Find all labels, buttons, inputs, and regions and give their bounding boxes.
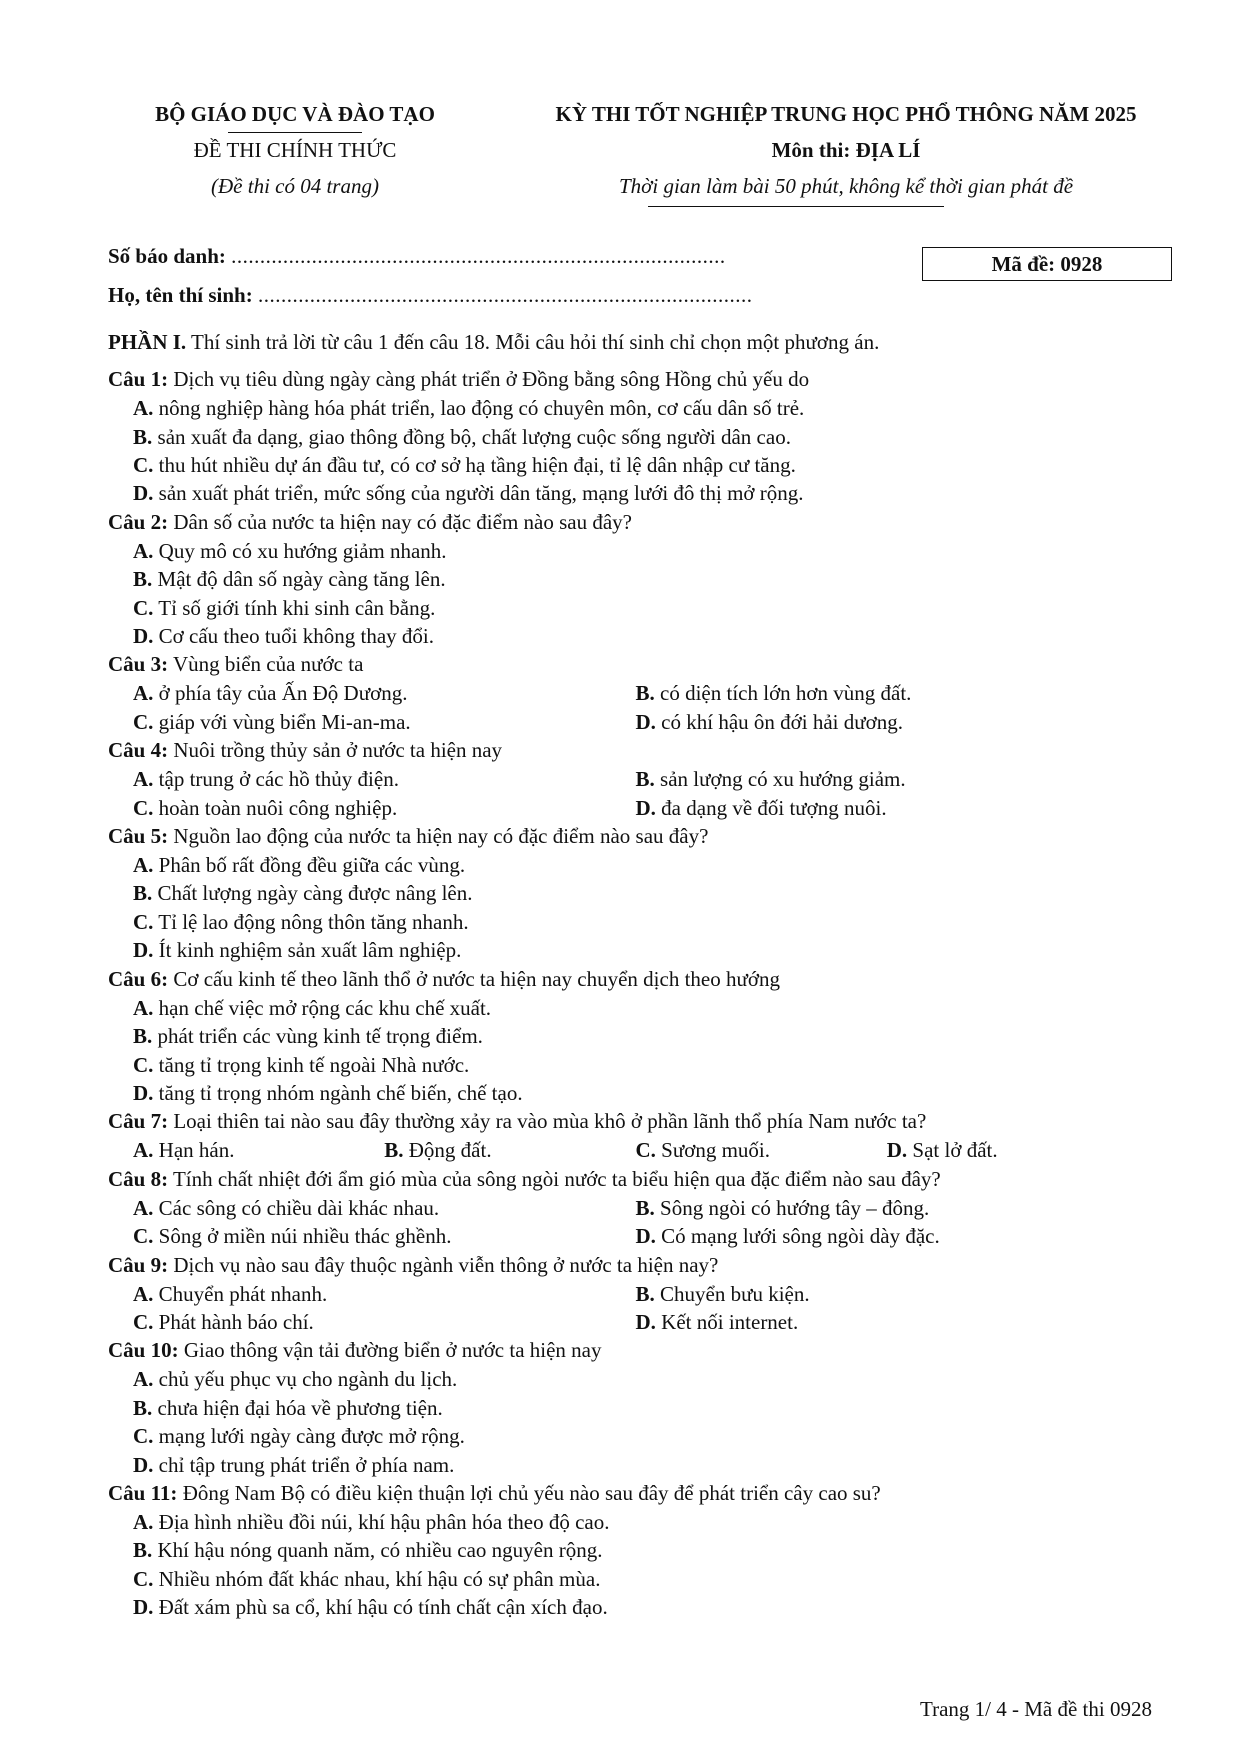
option-label: A.	[133, 681, 154, 706]
option-text: mạng lưới ngày càng được mở rộng.	[153, 1424, 465, 1449]
option-text: tăng tỉ trọng nhóm ngành chế biến, chế tạo.	[153, 1080, 523, 1105]
option-b	[636, 1194, 1139, 1222]
option-row	[108, 1194, 1138, 1222]
option-d	[887, 1136, 1138, 1164]
option-text: chưa hiện đại hóa về phương tiện.	[152, 1395, 443, 1420]
option-text: Cơ cấu theo tuổi không thay đổi.	[153, 624, 434, 649]
question-stem	[108, 1479, 1138, 1508]
option-label: C.	[133, 1424, 154, 1449]
question-stem	[108, 1251, 1138, 1280]
option-text: sản lượng có xu hướng giảm.	[654, 767, 906, 792]
option-label: D.	[133, 481, 154, 506]
option-a	[108, 851, 1138, 879]
question-number: Câu 3:	[108, 652, 169, 677]
question-stem	[108, 822, 1138, 851]
option-text: Khí hậu nóng quanh năm, có nhiều cao nguyên rộng.	[152, 1538, 603, 1563]
option-label: D.	[133, 1080, 154, 1105]
option-label: C.	[133, 453, 154, 477]
option-a	[108, 1365, 1138, 1393]
question-text: Nguồn lao động của nước ta hiện nay có đặc điểm nào sau đây?	[168, 824, 709, 849]
option-row	[108, 1280, 1138, 1308]
option-d	[108, 622, 1138, 650]
question-10	[108, 1336, 1138, 1479]
ministry-name: BỘ GIÁO DỤC VÀ ĐÀO TẠO	[155, 102, 435, 126]
part-1-instruction	[108, 330, 1138, 355]
option-text: ở phía tây của Ấn Độ Dương.	[153, 681, 408, 706]
question-stem	[108, 365, 1138, 394]
option-row	[108, 708, 1138, 736]
option-label: C.	[635, 1138, 656, 1163]
option-text: Nhiều nhóm đất khác nhau, khí hậu có sự phân mùa.	[153, 1566, 601, 1591]
option-text: hạn chế việc mở rộng các khu chế xuất.	[153, 995, 492, 1020]
option-c	[133, 708, 636, 736]
candidate-name-dots: ......................................................................................	[257, 283, 753, 307]
question-stem	[108, 736, 1138, 765]
question-number: Câu 7:	[108, 1109, 169, 1134]
candidate-name-label: Họ, tên thí sinh:	[108, 283, 253, 307]
option-c	[108, 1051, 1138, 1079]
question-text: Đông Nam Bộ có điều kiện thuận lợi chủ yếu nào sau đây để phát triển cây cao su?	[177, 1480, 881, 1505]
option-label: B.	[133, 567, 153, 592]
question-stem	[108, 1107, 1138, 1136]
option-label: B.	[635, 1281, 655, 1306]
option-label: C.	[133, 795, 154, 820]
option-text: Có mạng lưới sông ngòi dày đặc.	[655, 1224, 940, 1249]
option-text: Phân bố rất đồng đều giữa các vùng.	[153, 853, 466, 878]
option-row	[108, 1308, 1138, 1336]
option-b	[108, 565, 1138, 593]
option-label: A.	[133, 396, 154, 421]
page-footer: Trang 1/ 4 - Mã đề thi 0928	[920, 1697, 1152, 1721]
candidate-number-line	[108, 244, 726, 269]
question-8	[108, 1165, 1138, 1251]
option-text: Sông ở miền núi nhiều thác ghềnh.	[153, 1224, 452, 1249]
option-c	[108, 1565, 1138, 1593]
option-label: D.	[886, 1138, 908, 1163]
option-text: Quy mô có xu hướng giảm nhanh.	[153, 538, 447, 563]
time-underline	[648, 206, 944, 207]
option-text: sản xuất đa dạng, giao thông đồng bộ, chất lượng cuộc sống người dân cao.	[152, 424, 791, 449]
option-c	[133, 1308, 636, 1336]
option-label: D.	[635, 1309, 656, 1334]
option-a	[133, 1194, 636, 1222]
option-text: Chuyển phát nhanh.	[153, 1281, 328, 1306]
question-11	[108, 1479, 1138, 1622]
option-row	[108, 765, 1138, 793]
question-text: Dân số của nước ta hiện nay có đặc điểm nào sau đây?	[168, 509, 632, 534]
option-label: D.	[635, 1224, 656, 1249]
option-text: Mật độ dân số ngày càng tăng lên.	[152, 567, 446, 592]
option-b	[108, 1394, 1138, 1422]
question-number: Câu 10:	[108, 1338, 179, 1363]
option-label: B.	[635, 1195, 655, 1220]
pages-note: (Đề thi có 04 trang)	[211, 174, 379, 198]
option-label: B.	[133, 424, 153, 449]
option-text: Kết nối internet.	[655, 1309, 799, 1334]
option-b	[108, 423, 1138, 451]
option-label: A.	[133, 1138, 154, 1163]
option-label: A.	[133, 767, 154, 792]
option-d	[108, 936, 1138, 964]
question-number: Câu 2:	[108, 509, 169, 534]
question-stem	[108, 1336, 1138, 1365]
option-b	[636, 765, 1139, 793]
option-label: D.	[133, 1452, 154, 1477]
option-text: Động đất.	[403, 1138, 492, 1163]
option-label: C.	[133, 909, 154, 934]
question-6	[108, 965, 1138, 1108]
option-label: B.	[133, 1395, 153, 1420]
option-label: C.	[133, 1566, 154, 1591]
option-text: Phát hành báo chí.	[153, 1309, 314, 1334]
option-label: A.	[133, 1195, 154, 1220]
question-stem	[108, 1165, 1138, 1194]
option-label: A.	[133, 1281, 154, 1306]
option-b	[636, 1280, 1139, 1308]
option-label: D.	[635, 709, 656, 734]
option-a	[108, 994, 1138, 1022]
option-text: tập trung ở các hồ thủy điện.	[153, 767, 399, 792]
question-number: Câu 8:	[108, 1166, 169, 1191]
candidate-number-label: Số báo danh:	[108, 244, 226, 268]
question-2	[108, 508, 1138, 651]
option-a	[108, 394, 1138, 422]
option-label: C.	[133, 595, 154, 620]
question-number: Câu 9:	[108, 1252, 169, 1277]
option-d	[636, 1222, 1139, 1250]
question-text: Nuôi trồng thủy sản ở nước ta hiện nay	[168, 738, 503, 763]
question-text: Cơ cấu kinh tế theo lãnh thổ ở nước ta hiện nay chuyển dịch theo hướng	[168, 966, 780, 991]
option-d	[636, 708, 1139, 736]
option-text: phát triển các vùng kinh tế trọng điểm.	[152, 1024, 483, 1049]
option-b	[108, 879, 1138, 907]
option-label: B.	[133, 1538, 153, 1563]
option-c	[108, 594, 1138, 622]
option-a	[133, 765, 636, 793]
option-b	[636, 679, 1139, 707]
option-text: có khí hậu ôn đới hải dương.	[655, 709, 903, 734]
option-label: C.	[133, 1052, 154, 1077]
option-text: Ít kinh nghiệm sản xuất lâm nghiệp.	[153, 938, 462, 963]
option-text: Sạt lở đất.	[907, 1138, 998, 1163]
exam-title: KỲ THI TỐT NGHIỆP TRUNG HỌC PHỔ THÔNG NĂM 2025	[555, 102, 1137, 126]
question-stem	[108, 965, 1138, 994]
option-text: Sông ngòi có hướng tây – đông.	[654, 1195, 930, 1220]
question-text: Tính chất nhiệt đới ẩm gió mùa của sông ngòi nước ta biểu hiện qua đặc điểm nào sau đây?	[168, 1166, 941, 1191]
option-text: Tỉ lệ lao động nông thôn tăng nhanh.	[153, 909, 469, 934]
option-text: chỉ tập trung phát triển ở phía nam.	[153, 1452, 455, 1477]
option-text: Chuyển bưu kiện.	[654, 1281, 810, 1306]
option-d	[108, 1451, 1138, 1479]
option-text: đa dạng về đối tượng nuôi.	[655, 795, 887, 820]
option-label: D.	[635, 795, 656, 820]
option-d	[636, 794, 1139, 822]
question-number: Câu 4:	[108, 738, 169, 763]
option-a	[133, 1136, 384, 1164]
question-number: Câu 1:	[108, 367, 169, 392]
part-label: PHẦN I.	[108, 330, 187, 354]
question-3	[108, 650, 1138, 736]
option-c	[108, 451, 1138, 479]
time-note: Thời gian làm bài 50 phút, không kể thời gian phát đề	[618, 174, 1074, 198]
option-d	[108, 1593, 1138, 1621]
option-label: C.	[133, 709, 154, 734]
question-number: Câu 11:	[108, 1480, 178, 1505]
option-c	[636, 1136, 887, 1164]
option-a	[133, 679, 636, 707]
option-label: C.	[133, 1224, 154, 1249]
exam-header	[0, 102, 1241, 212]
question-number: Câu 6:	[108, 966, 169, 991]
option-text: Đất xám phù sa cổ, khí hậu có tính chất cận xích đạo.	[153, 1595, 608, 1620]
option-row	[108, 1136, 1138, 1164]
option-label: A.	[133, 853, 154, 878]
question-text: Loại thiên tai nào sau đây thường xảy ra vào mùa khô ở phần lãnh thổ phía Nam nước ta?	[168, 1109, 927, 1134]
part-text: Thí sinh trả lời từ câu 1 đến câu 18. Mỗi câu hỏi thí sinh chỉ chọn một phương án.	[186, 330, 880, 354]
option-b	[384, 1136, 635, 1164]
option-label: A.	[133, 1367, 154, 1392]
option-label: B.	[133, 881, 153, 906]
question-7	[108, 1107, 1138, 1164]
option-text: chủ yếu phục vụ cho ngành du lịch.	[153, 1367, 458, 1392]
question-5	[108, 822, 1138, 965]
option-label: A.	[133, 538, 154, 563]
option-text: tăng tỉ trọng kinh tế ngoài Nhà nước.	[153, 1052, 470, 1077]
option-d	[636, 1308, 1139, 1336]
option-label: A.	[133, 995, 154, 1020]
question-9	[108, 1251, 1138, 1337]
option-text: có diện tích lớn hơn vùng đất.	[654, 681, 912, 706]
question-number: Câu 5:	[108, 824, 169, 849]
exam-code-box: Mã đề: 0928	[922, 247, 1172, 281]
option-d	[108, 479, 1138, 507]
question-text: Vùng biển của nước ta	[168, 652, 364, 677]
option-row	[108, 679, 1138, 707]
option-a	[108, 537, 1138, 565]
question-text: Giao thông vận tải đường biển ở nước ta hiện nay	[178, 1338, 602, 1363]
option-label: D.	[133, 624, 154, 649]
option-row	[108, 794, 1138, 822]
question-stem	[108, 650, 1138, 679]
option-a	[108, 1508, 1138, 1536]
option-c	[133, 794, 636, 822]
option-text: Chất lượng ngày càng được nâng lên.	[152, 881, 473, 906]
option-label: B.	[133, 1024, 153, 1049]
option-b	[108, 1022, 1138, 1050]
option-text: hoàn toàn nuôi công nghiệp.	[153, 795, 398, 820]
option-label: A.	[133, 1509, 154, 1534]
option-text: Tỉ số giới tính khi sinh cân bằng.	[153, 595, 436, 620]
option-label: D.	[133, 938, 154, 963]
option-label: C.	[133, 1309, 154, 1334]
candidate-name-line	[108, 283, 752, 308]
option-label: B.	[384, 1138, 404, 1163]
option-text: sản xuất phát triển, mức sống của người dân tăng, mạng lưới đô thị mở rộng.	[153, 481, 804, 506]
candidate-number-dots: ......................................................................................	[231, 244, 726, 268]
option-label: B.	[635, 767, 655, 792]
subject-label: Môn thi: ĐỊA LÍ	[771, 138, 921, 162]
option-text: Địa hình nhiều đồi núi, khí hậu phân hóa theo độ cao.	[153, 1509, 610, 1534]
option-text: Các sông có chiều dài khác nhau.	[153, 1195, 440, 1220]
option-c	[108, 908, 1138, 936]
question-stem	[108, 508, 1138, 537]
option-label: D.	[133, 1595, 154, 1620]
option-a	[133, 1280, 636, 1308]
option-c	[108, 1422, 1138, 1450]
question-list	[108, 365, 1138, 1621]
option-d	[108, 1079, 1138, 1107]
question-4	[108, 736, 1138, 822]
option-text: giáp với vùng biển Mi-an-ma.	[153, 709, 411, 734]
option-text: Hạn hán.	[153, 1138, 235, 1163]
option-text: Sương muối.	[655, 1138, 771, 1163]
exam-content	[108, 330, 1138, 1622]
option-row	[108, 1222, 1138, 1250]
option-text: thu hút nhiều dự án đầu tư, có cơ sở hạ tầng hiện đại, tỉ lệ dân nhập cư tăng.	[153, 453, 796, 477]
option-text: nông nghiệp hàng hóa phát triển, lao động có chuyên môn, cơ cấu dân số trẻ.	[153, 396, 805, 421]
ministry-underline	[228, 132, 362, 133]
option-b	[108, 1536, 1138, 1564]
question-1	[108, 365, 1138, 508]
option-label: B.	[635, 681, 655, 706]
question-text: Dịch vụ tiêu dùng ngày càng phát triển ở Đồng bằng sông Hồng chủ yếu do	[168, 367, 810, 392]
option-c	[133, 1222, 636, 1250]
question-text: Dịch vụ nào sau đây thuộc ngành viễn thông ở nước ta hiện nay?	[168, 1252, 719, 1277]
official-label: ĐỀ THI CHÍNH THỨC	[193, 138, 397, 162]
